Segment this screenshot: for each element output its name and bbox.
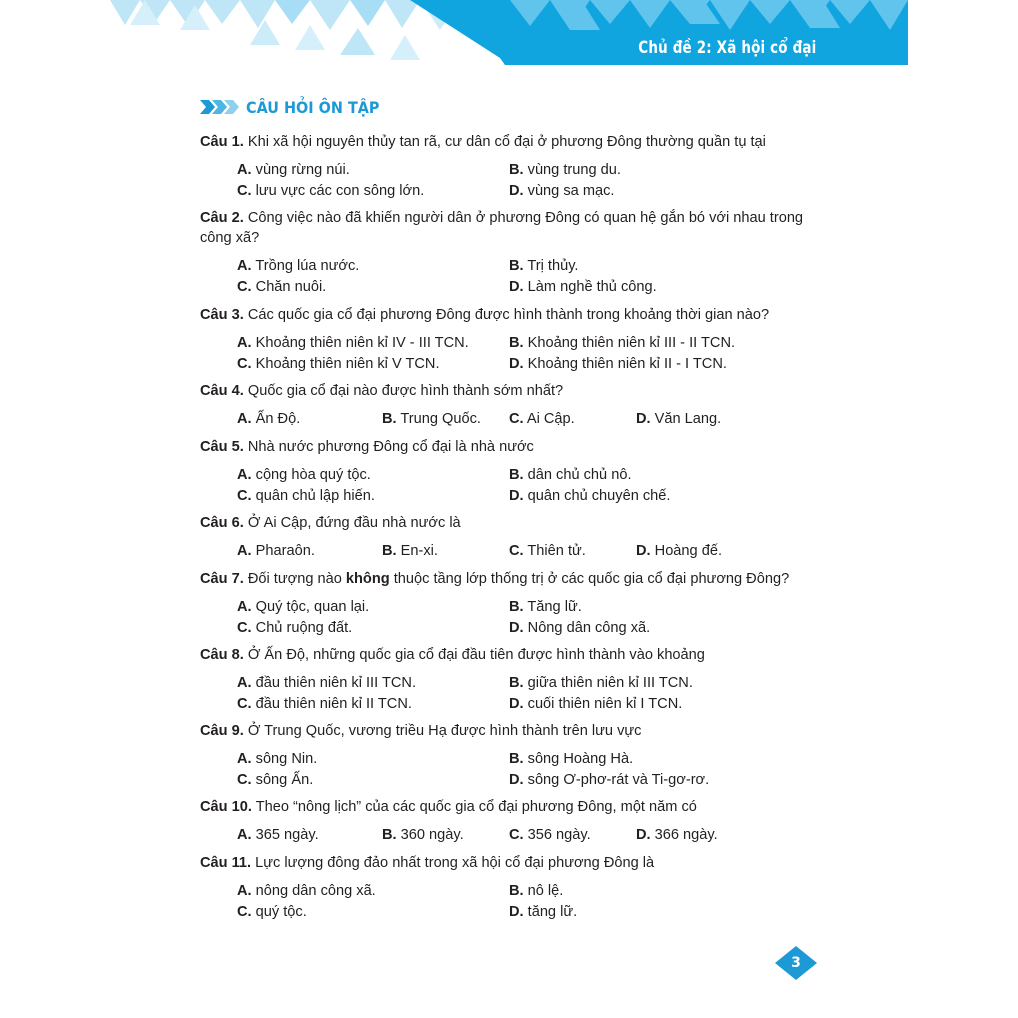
option-b: B. En-xi. xyxy=(382,543,438,559)
option-d: D. tăng lữ. xyxy=(509,904,578,920)
option-c: C. Thiên tử. xyxy=(509,543,586,559)
document-page xyxy=(110,0,908,1018)
option-d: D. 366 ngày. xyxy=(636,827,718,843)
option-b: B. sông Hoàng Hà. xyxy=(509,751,634,767)
option-a: A. Ấn Độ. xyxy=(237,411,301,427)
question-10 xyxy=(200,797,840,843)
option-a: A. Pharaôn. xyxy=(237,543,315,559)
option-b: B. vùng trung du. xyxy=(509,162,621,178)
question-stem: Câu 9. Ở Trung Quốc, vương triều Hạ được hình thành trên lưu vực xyxy=(200,723,642,739)
option-d: D. quân chủ chuyên chế. xyxy=(509,488,671,504)
question-7 xyxy=(200,569,840,636)
option-c: C. 356 ngày. xyxy=(509,827,591,843)
option-a: A. nông dân công xã. xyxy=(237,883,376,899)
emphasis-word: không xyxy=(345,571,390,587)
question-stem: Câu 4. Quốc gia cổ đại nào được hình thành sớm nhất? xyxy=(200,383,564,399)
question-stem: Câu 10. Theo “nông lịch” của các quốc gia cổ đại phương Đông, một năm có xyxy=(200,799,697,815)
header-banner xyxy=(110,0,908,65)
triple-chevron-icon xyxy=(200,99,240,115)
option-d: D. vùng sa mạc. xyxy=(509,183,615,199)
option-b: B. Tăng lữ. xyxy=(509,599,582,615)
option-d: D. Làm nghề thủ công. xyxy=(509,279,657,295)
question-3 xyxy=(200,305,840,372)
page-number: 3 xyxy=(791,955,801,971)
option-a: A. Khoảng thiên niên kỉ IV - III TCN. xyxy=(237,335,469,351)
question-2 xyxy=(200,208,840,295)
option-a: A. sông Nin. xyxy=(237,751,318,767)
option-c: C. đầu thiên niên kỉ II TCN. xyxy=(237,696,412,712)
option-a: A. 365 ngày. xyxy=(237,827,319,843)
option-c: C. sông Ấn. xyxy=(237,772,314,788)
question-stem: Câu 11. Lực lượng đông đảo nhất trong xã hội cổ đại phương Đông là xyxy=(200,855,655,871)
question-stem: Câu 5. Nhà nước phương Đông cổ đại là nhà nước xyxy=(200,439,534,455)
option-c: C. lưu vực các con sông lớn. xyxy=(237,183,425,199)
option-a: A. Trồng lúa nước. xyxy=(237,258,360,274)
question-stem: Câu 6. Ở Ai Cập, đứng đầu nhà nước là xyxy=(200,515,461,531)
option-c: C. quý tộc. xyxy=(237,904,307,920)
question-4 xyxy=(200,381,840,427)
section-heading xyxy=(200,96,394,118)
question-8 xyxy=(200,645,840,712)
option-d: D. cuối thiên niên kỉ I TCN. xyxy=(509,696,683,712)
option-b: B. Trung Quốc. xyxy=(382,411,481,427)
option-b: B. dân chủ chủ nô. xyxy=(509,467,632,483)
option-c: C. Chủ ruộng đất. xyxy=(237,620,353,636)
option-d: D. Nông dân công xã. xyxy=(509,620,651,636)
option-a: A. cộng hòa quý tộc. xyxy=(237,467,371,483)
option-b: B. Khoảng thiên niên kỉ III - II TCN. xyxy=(509,335,736,351)
question-text: Khi xã hội nguyên thủy tan rã, cư dân cổ đại ở phương Đông thường quần tụ tại xyxy=(243,134,766,150)
section-title: CÂU HỎI ÔN TẬP xyxy=(246,97,380,117)
option-a: A. đầu thiên niên kỉ III TCN. xyxy=(237,675,416,691)
option-b: B. 360 ngày. xyxy=(382,827,464,843)
option-d: D. Hoàng đế. xyxy=(636,543,722,559)
topic-title: Chủ đề 2: Xã hội cổ đại xyxy=(637,38,816,58)
option-d: D. Văn Lang. xyxy=(636,411,722,427)
question-number: Câu 1. xyxy=(200,134,244,150)
question-stem: Câu 7. Đối tượng nào không thuộc tầng lớp thống trị ở các quốc gia cổ đại phương Đông? xyxy=(200,571,790,587)
option-b: B. giữa thiên niên kỉ III TCN. xyxy=(509,675,693,691)
question-9 xyxy=(200,721,840,788)
question-stem: Câu 3. Các quốc gia cổ đại phương Đông được hình thành trong khoảng thời gian nào? xyxy=(200,307,770,323)
option-b: B. nô lệ. xyxy=(509,883,564,899)
option-b: B. Trị thủy. xyxy=(509,258,579,274)
option-d: D. sông Ơ-phơ-rát và Ti-gơ-rơ. xyxy=(509,772,710,788)
option-c: C. quân chủ lập hiến. xyxy=(237,488,375,504)
option-c: C. Ai Cập. xyxy=(509,411,575,427)
option-c: C. Chăn nuôi. xyxy=(237,279,327,295)
question-1 xyxy=(200,132,840,199)
question-stem xyxy=(200,132,840,152)
question-6 xyxy=(200,513,840,559)
question-5 xyxy=(200,437,840,504)
option-a: A. vùng rừng núi. xyxy=(237,162,350,178)
question-stem: Câu 2. Công việc nào đã khiến người dân ở phương Đông có quan hệ gắn bó với nhau trong công xã? xyxy=(200,210,804,246)
option-a: A. Quý tộc, quan lại. xyxy=(237,599,370,615)
question-11 xyxy=(200,853,840,920)
question-stem: Câu 8. Ở Ấn Độ, những quốc gia cổ đại đầu tiên được hình thành vào khoảng xyxy=(200,647,705,663)
option-c: C. Khoảng thiên niên kỉ V TCN. xyxy=(237,356,440,372)
option-d: D. Khoảng thiên niên kỉ II - I TCN. xyxy=(509,356,727,372)
page-number-badge xyxy=(774,945,818,981)
